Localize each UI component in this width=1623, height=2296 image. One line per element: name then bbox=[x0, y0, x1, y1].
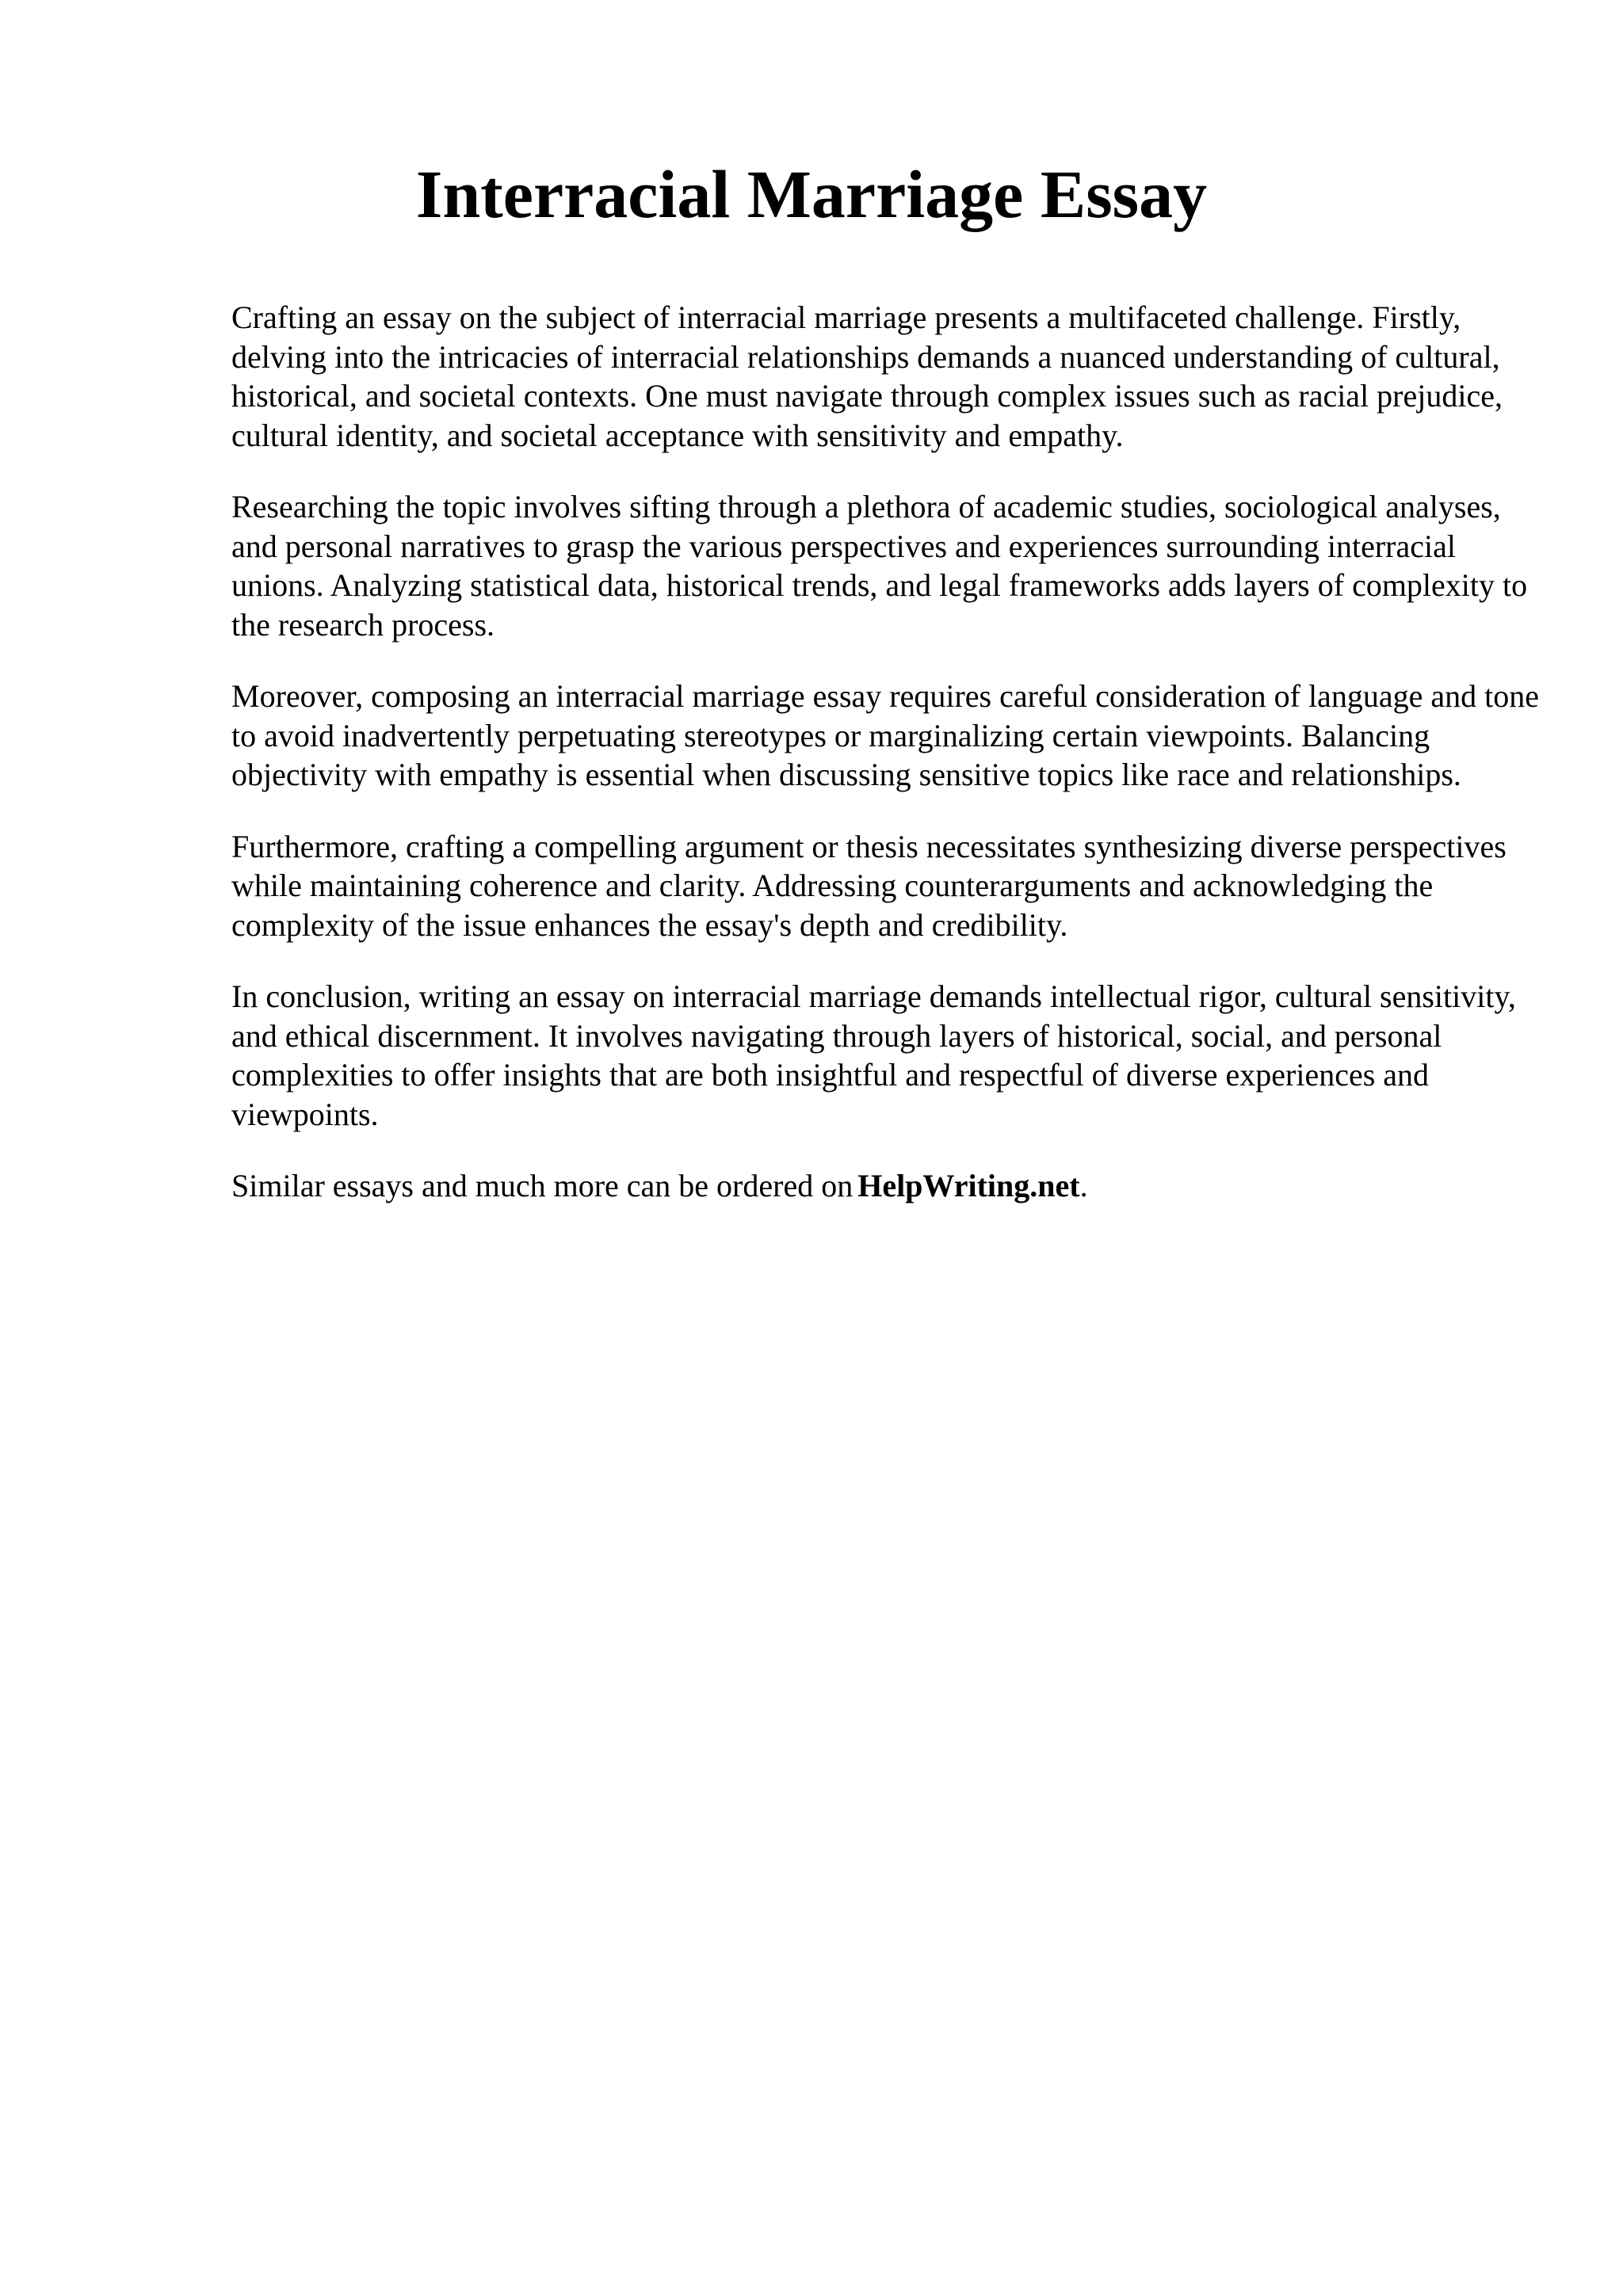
paragraph-1: Crafting an essay on the subject of interracial marriage presents a multifaceted challenge. Firstly, delving into the intricacies of interracial relationships demands a nuanced understanding of cultural, historical, and societal contexts. One must navigate through complex issues such as racial prejudice, cultural identity, and societal acceptance with sensitivity and empathy. bbox=[231, 299, 1503, 453]
footer-text: Similar essays and much more can be ordered on bbox=[231, 1168, 854, 1203]
paragraph-2: Researching the topic involves sifting through a plethora of academic studies, sociological analyses, and personal narratives to grasp the various perspectives and experiences surrounding interracial unions. Analyzing statistical data, historical trends, and legal frameworks adds layers of complexity to the research process. bbox=[231, 489, 1528, 643]
footer-line bbox=[231, 1166, 1547, 1206]
paragraph-3: Moreover, composing an interracial marriage essay requires careful consideration of language and tone to avoid inadvertently perpetuating stereotypes or marginalizing certain viewpoints. Balancing objectivity with empathy is essential when discussing sensitive topics like race and relationships. bbox=[231, 678, 1539, 792]
page-title: Interracial Marriage Essay bbox=[415, 156, 1208, 232]
paragraph-5: In conclusion, writing an essay on interracial marriage demands intellectual rigor, cultural sensitivity, and ethical discernment. It involves navigating through layers of historical, social, and personal complexities to offer insights that are both insightful and respectful of diverse experiences and viewpoints. bbox=[231, 978, 1516, 1132]
footer-suffix: . bbox=[1079, 1168, 1088, 1203]
brand-link[interactable]: HelpWriting.net bbox=[857, 1168, 1080, 1203]
essay-body bbox=[231, 298, 1547, 1238]
paragraph-4: Furthermore, crafting a compelling argument or thesis necessitates synthesizing diverse perspectives while maintaining coherence and clarity. Addressing counterarguments and acknowledging the complexity of the issue enhances the essay's depth and credibility. bbox=[231, 828, 1507, 943]
